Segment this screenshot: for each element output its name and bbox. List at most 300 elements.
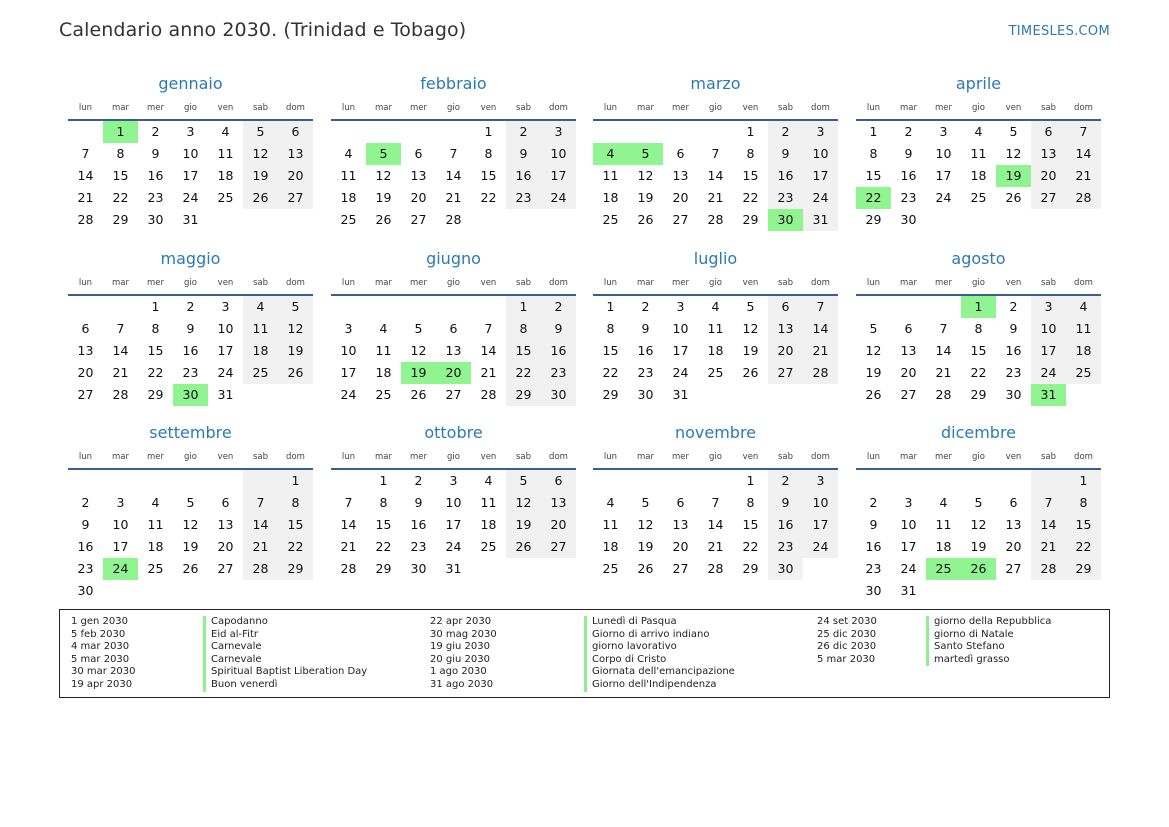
day-cell[interactable]: 3 [116, 495, 125, 510]
day-cell[interactable]: 5 [869, 321, 878, 336]
day-cell[interactable]: 24 [803, 536, 838, 558]
day-cell[interactable]: 20 [768, 340, 803, 362]
day-cell[interactable]: 26 [278, 362, 313, 384]
day-cell[interactable]: 1 [746, 473, 755, 488]
day-cell[interactable]: 26 [410, 387, 427, 402]
day-cell[interactable]: 4 [379, 321, 388, 336]
day-cell[interactable]: 4 [221, 124, 230, 139]
day-cell[interactable]: 28 [1031, 558, 1066, 580]
day-cell[interactable]: 30 [865, 583, 882, 598]
site-logo[interactable]: TIMESLES.COM [1008, 24, 1110, 39]
day-cell[interactable]: 21 [1066, 165, 1101, 187]
day-cell[interactable]: 16 [77, 539, 94, 554]
day-cell[interactable]: 20 [672, 539, 689, 554]
day-cell[interactable]: 19 [865, 365, 882, 380]
day-cell[interactable]: 27 [672, 561, 689, 576]
day-cell[interactable]: 23 [637, 365, 654, 380]
day-cell[interactable]: 7 [1066, 121, 1101, 143]
day-cell[interactable]: 6 [1009, 495, 1018, 510]
day-cell[interactable]: 3 [541, 121, 576, 143]
day-cell[interactable]: 7 [484, 321, 493, 336]
day-cell[interactable]: 13 [1031, 143, 1066, 165]
day-cell[interactable]: 4 [593, 143, 628, 165]
day-cell[interactable]: 27 [410, 212, 427, 227]
day-cell[interactable]: 18 [340, 190, 357, 205]
day-cell[interactable]: 17 [803, 165, 838, 187]
day-cell[interactable]: 31 [182, 212, 199, 227]
day-cell[interactable]: 2 [768, 121, 803, 143]
day-cell[interactable]: 15 [602, 343, 619, 358]
day-cell[interactable]: 4 [711, 299, 720, 314]
day-cell[interactable]: 11 [480, 495, 497, 510]
day-cell[interactable]: 6 [221, 495, 230, 510]
day-cell[interactable]: 25 [243, 362, 278, 384]
day-cell[interactable]: 21 [243, 536, 278, 558]
day-cell[interactable]: 18 [707, 343, 724, 358]
day-cell[interactable]: 26 [961, 558, 996, 580]
day-cell[interactable]: 10 [803, 143, 838, 165]
day-cell[interactable]: 29 [602, 387, 619, 402]
day-cell[interactable]: 16 [768, 514, 803, 536]
day-cell[interactable]: 8 [974, 321, 983, 336]
day-cell[interactable]: 23 [900, 190, 917, 205]
day-cell[interactable]: 10 [935, 146, 952, 161]
day-cell[interactable]: 14 [707, 517, 724, 532]
day-cell[interactable]: 16 [768, 165, 803, 187]
day-cell[interactable]: 18 [1066, 340, 1101, 362]
day-cell[interactable]: 9 [151, 146, 160, 161]
day-cell[interactable]: 21 [803, 340, 838, 362]
day-cell[interactable]: 8 [379, 495, 388, 510]
day-cell[interactable]: 14 [445, 168, 462, 183]
day-cell[interactable]: 4 [606, 495, 615, 510]
day-cell[interactable]: 18 [970, 168, 987, 183]
day-cell[interactable]: 22 [278, 536, 313, 558]
day-cell[interactable]: 23 [1005, 365, 1022, 380]
day-cell[interactable]: 27 [768, 362, 803, 384]
day-cell[interactable]: 13 [445, 343, 462, 358]
day-cell[interactable]: 3 [904, 495, 913, 510]
day-cell[interactable]: 18 [243, 340, 278, 362]
day-cell[interactable]: 16 [865, 539, 882, 554]
day-cell[interactable]: 25 [147, 561, 164, 576]
day-cell[interactable]: 18 [935, 539, 952, 554]
day-cell[interactable]: 15 [1066, 514, 1101, 536]
day-cell[interactable]: 2 [186, 299, 195, 314]
day-cell[interactable]: 24 [672, 365, 689, 380]
day-cell[interactable]: 10 [445, 495, 462, 510]
day-cell[interactable]: 29 [742, 212, 759, 227]
day-cell[interactable]: 28 [112, 387, 129, 402]
day-cell[interactable]: 29 [742, 561, 759, 576]
day-cell[interactable]: 19 [970, 539, 987, 554]
day-cell[interactable]: 22 [602, 365, 619, 380]
day-cell[interactable]: 8 [484, 146, 493, 161]
day-cell[interactable]: 26 [865, 387, 882, 402]
day-cell[interactable]: 29 [970, 387, 987, 402]
day-cell[interactable]: 4 [1066, 296, 1101, 318]
day-cell[interactable]: 10 [217, 321, 234, 336]
day-cell[interactable]: 16 [637, 343, 654, 358]
day-cell[interactable]: 12 [637, 517, 654, 532]
day-cell[interactable]: 5 [278, 296, 313, 318]
day-cell[interactable]: 18 [480, 517, 497, 532]
day-cell[interactable]: 13 [1005, 517, 1022, 532]
day-cell[interactable]: 27 [445, 387, 462, 402]
day-cell[interactable]: 24 [182, 190, 199, 205]
day-cell[interactable]: 9 [414, 495, 423, 510]
day-cell[interactable]: 5 [1009, 124, 1018, 139]
day-cell[interactable]: 1 [606, 299, 615, 314]
day-cell[interactable]: 19 [637, 539, 654, 554]
day-cell[interactable]: 14 [480, 343, 497, 358]
day-cell[interactable]: 22 [112, 190, 129, 205]
day-cell[interactable]: 28 [480, 387, 497, 402]
day-cell[interactable]: 9 [904, 146, 913, 161]
day-cell[interactable]: 14 [243, 514, 278, 536]
day-cell[interactable]: 29 [112, 212, 129, 227]
day-cell[interactable]: 12 [243, 143, 278, 165]
day-cell[interactable]: 4 [939, 495, 948, 510]
day-cell[interactable]: 17 [445, 517, 462, 532]
day-cell[interactable]: 17 [672, 343, 689, 358]
day-cell[interactable]: 22 [480, 190, 497, 205]
day-cell[interactable]: 3 [803, 121, 838, 143]
day-cell[interactable]: 29 [147, 387, 164, 402]
day-cell[interactable]: 7 [243, 492, 278, 514]
day-cell[interactable]: 16 [506, 165, 541, 187]
day-cell[interactable]: 11 [147, 517, 164, 532]
day-cell[interactable]: 20 [77, 365, 94, 380]
day-cell[interactable]: 1 [961, 296, 996, 318]
day-cell[interactable]: 31 [803, 209, 838, 231]
day-cell[interactable]: 9 [641, 321, 650, 336]
day-cell[interactable]: 24 [900, 561, 917, 576]
day-cell[interactable]: 13 [672, 168, 689, 183]
day-cell[interactable]: 24 [935, 190, 952, 205]
day-cell[interactable]: 14 [1031, 514, 1066, 536]
day-cell[interactable]: 6 [541, 470, 576, 492]
day-cell[interactable]: 12 [182, 517, 199, 532]
day-cell[interactable]: 27 [1031, 187, 1066, 209]
day-cell[interactable]: 28 [1066, 187, 1101, 209]
day-cell[interactable]: 23 [768, 187, 803, 209]
day-cell[interactable]: 3 [221, 299, 230, 314]
day-cell[interactable]: 2 [506, 121, 541, 143]
day-cell[interactable]: 13 [410, 168, 427, 183]
day-cell[interactable]: 29 [865, 212, 882, 227]
day-cell[interactable]: 27 [672, 212, 689, 227]
day-cell[interactable]: 12 [637, 168, 654, 183]
day-cell[interactable]: 5 [641, 495, 650, 510]
day-cell[interactable]: 21 [1031, 536, 1066, 558]
day-cell[interactable]: 20 [900, 365, 917, 380]
day-cell[interactable]: 27 [217, 561, 234, 576]
day-cell[interactable]: 6 [676, 146, 685, 161]
day-cell[interactable]: 28 [803, 362, 838, 384]
day-cell[interactable]: 8 [278, 492, 313, 514]
day-cell[interactable]: 7 [939, 321, 948, 336]
day-cell[interactable]: 20 [672, 190, 689, 205]
day-cell[interactable]: 29 [506, 384, 541, 406]
day-cell[interactable]: 24 [217, 365, 234, 380]
day-cell[interactable]: 18 [217, 168, 234, 183]
day-cell[interactable]: 23 [77, 561, 94, 576]
day-cell[interactable]: 4 [243, 296, 278, 318]
day-cell[interactable]: 12 [278, 318, 313, 340]
day-cell[interactable]: 20 [1005, 539, 1022, 554]
day-cell[interactable]: 5 [243, 121, 278, 143]
day-cell[interactable]: 14 [707, 168, 724, 183]
day-cell[interactable]: 8 [746, 146, 755, 161]
day-cell[interactable]: 17 [1031, 340, 1066, 362]
day-cell[interactable]: 30 [410, 561, 427, 576]
day-cell[interactable]: 5 [974, 495, 983, 510]
day-cell[interactable]: 23 [768, 536, 803, 558]
day-cell[interactable]: 6 [904, 321, 913, 336]
day-cell[interactable]: 20 [410, 190, 427, 205]
day-cell[interactable]: 6 [1031, 121, 1066, 143]
day-cell[interactable]: 1 [151, 299, 160, 314]
day-cell[interactable]: 1 [484, 124, 493, 139]
day-cell[interactable]: 17 [900, 539, 917, 554]
day-cell[interactable]: 16 [182, 343, 199, 358]
day-cell[interactable]: 9 [768, 492, 803, 514]
day-cell[interactable]: 10 [1031, 318, 1066, 340]
day-cell[interactable]: 15 [970, 343, 987, 358]
day-cell[interactable]: 22 [147, 365, 164, 380]
day-cell[interactable]: 1 [1066, 470, 1101, 492]
day-cell[interactable]: 2 [904, 124, 913, 139]
day-cell[interactable]: 21 [707, 539, 724, 554]
day-cell[interactable]: 6 [768, 296, 803, 318]
day-cell[interactable]: 30 [77, 583, 94, 598]
day-cell[interactable]: 12 [506, 492, 541, 514]
day-cell[interactable]: 5 [414, 321, 423, 336]
day-cell[interactable]: 10 [112, 517, 129, 532]
day-cell[interactable]: 12 [742, 321, 759, 336]
day-cell[interactable]: 19 [401, 362, 436, 384]
day-cell[interactable]: 26 [375, 212, 392, 227]
day-cell[interactable]: 6 [81, 321, 90, 336]
day-cell[interactable]: 31 [672, 387, 689, 402]
day-cell[interactable]: 7 [81, 146, 90, 161]
day-cell[interactable]: 25 [970, 190, 987, 205]
day-cell[interactable]: 23 [182, 365, 199, 380]
day-cell[interactable]: 19 [243, 165, 278, 187]
day-cell[interactable]: 13 [77, 343, 94, 358]
day-cell[interactable]: 23 [541, 362, 576, 384]
day-cell[interactable]: 19 [742, 343, 759, 358]
day-cell[interactable]: 31 [1031, 384, 1066, 406]
day-cell[interactable]: 7 [116, 321, 125, 336]
day-cell[interactable]: 31 [217, 387, 234, 402]
day-cell[interactable]: 23 [865, 561, 882, 576]
day-cell[interactable]: 14 [803, 318, 838, 340]
day-cell[interactable]: 16 [1005, 343, 1022, 358]
day-cell[interactable]: 23 [410, 539, 427, 554]
day-cell[interactable]: 15 [480, 168, 497, 183]
day-cell[interactable]: 30 [541, 384, 576, 406]
day-cell[interactable]: 27 [1005, 561, 1022, 576]
day-cell[interactable]: 11 [602, 168, 619, 183]
day-cell[interactable]: 22 [506, 362, 541, 384]
day-cell[interactable]: 29 [375, 561, 392, 576]
day-cell[interactable]: 15 [112, 168, 129, 183]
day-cell[interactable]: 28 [445, 212, 462, 227]
day-cell[interactable]: 7 [344, 495, 353, 510]
day-cell[interactable]: 20 [217, 539, 234, 554]
day-cell[interactable]: 21 [445, 190, 462, 205]
day-cell[interactable]: 19 [278, 340, 313, 362]
day-cell[interactable]: 3 [186, 124, 195, 139]
day-cell[interactable]: 4 [484, 473, 493, 488]
day-cell[interactable]: 26 [742, 365, 759, 380]
day-cell[interactable]: 10 [803, 492, 838, 514]
day-cell[interactable]: 15 [278, 514, 313, 536]
day-cell[interactable]: 26 [182, 561, 199, 576]
day-cell[interactable]: 24 [445, 539, 462, 554]
day-cell[interactable]: 21 [112, 365, 129, 380]
day-cell[interactable]: 25 [480, 539, 497, 554]
day-cell[interactable]: 11 [243, 318, 278, 340]
day-cell[interactable]: 16 [147, 168, 164, 183]
day-cell[interactable]: 8 [506, 318, 541, 340]
day-cell[interactable]: 16 [900, 168, 917, 183]
day-cell[interactable]: 30 [637, 387, 654, 402]
day-cell[interactable]: 1 [278, 470, 313, 492]
day-cell[interactable]: 28 [243, 558, 278, 580]
day-cell[interactable]: 24 [1031, 362, 1066, 384]
day-cell[interactable]: 5 [366, 143, 401, 165]
day-cell[interactable]: 1 [379, 473, 388, 488]
day-cell[interactable]: 15 [742, 517, 759, 532]
day-cell[interactable]: 29 [278, 558, 313, 580]
day-cell[interactable]: 7 [803, 296, 838, 318]
day-cell[interactable]: 3 [803, 470, 838, 492]
day-cell[interactable]: 4 [344, 146, 353, 161]
day-cell[interactable]: 1 [506, 296, 541, 318]
day-cell[interactable]: 12 [865, 343, 882, 358]
day-cell[interactable]: 27 [77, 387, 94, 402]
day-cell[interactable]: 16 [410, 517, 427, 532]
day-cell[interactable]: 13 [217, 517, 234, 532]
day-cell[interactable]: 20 [278, 165, 313, 187]
day-cell[interactable]: 23 [147, 190, 164, 205]
day-cell[interactable]: 6 [449, 321, 458, 336]
day-cell[interactable]: 30 [768, 558, 803, 580]
day-cell[interactable]: 5 [628, 143, 663, 165]
day-cell[interactable]: 10 [541, 143, 576, 165]
day-cell[interactable]: 15 [506, 340, 541, 362]
day-cell[interactable]: 10 [672, 321, 689, 336]
day-cell[interactable]: 28 [77, 212, 94, 227]
day-cell[interactable]: 19 [506, 514, 541, 536]
day-cell[interactable]: 15 [375, 517, 392, 532]
day-cell[interactable]: 19 [375, 190, 392, 205]
day-cell[interactable]: 17 [935, 168, 952, 183]
day-cell[interactable]: 24 [340, 387, 357, 402]
day-cell[interactable]: 17 [340, 365, 357, 380]
day-cell[interactable]: 3 [1031, 296, 1066, 318]
day-cell[interactable]: 8 [1066, 492, 1101, 514]
day-cell[interactable]: 26 [506, 536, 541, 558]
day-cell[interactable]: 22 [375, 539, 392, 554]
day-cell[interactable]: 8 [151, 321, 160, 336]
day-cell[interactable]: 11 [375, 343, 392, 358]
day-cell[interactable]: 25 [926, 558, 961, 580]
day-cell[interactable]: 30 [768, 209, 803, 231]
day-cell[interactable]: 2 [1009, 299, 1018, 314]
day-cell[interactable]: 6 [414, 146, 423, 161]
day-cell[interactable]: 1 [103, 121, 138, 143]
day-cell[interactable]: 9 [506, 143, 541, 165]
day-cell[interactable]: 1 [869, 124, 878, 139]
day-cell[interactable]: 13 [900, 343, 917, 358]
day-cell[interactable]: 9 [1009, 321, 1018, 336]
day-cell[interactable]: 7 [711, 495, 720, 510]
day-cell[interactable]: 26 [637, 212, 654, 227]
day-cell[interactable]: 24 [103, 558, 138, 580]
day-cell[interactable]: 20 [541, 514, 576, 536]
day-cell[interactable]: 4 [974, 124, 983, 139]
day-cell[interactable]: 4 [151, 495, 160, 510]
day-cell[interactable]: 15 [147, 343, 164, 358]
day-cell[interactable]: 22 [742, 539, 759, 554]
day-cell[interactable]: 2 [641, 299, 650, 314]
day-cell[interactable]: 22 [970, 365, 987, 380]
day-cell[interactable]: 5 [746, 299, 755, 314]
day-cell[interactable]: 20 [1031, 165, 1066, 187]
day-cell[interactable]: 14 [112, 343, 129, 358]
day-cell[interactable]: 2 [541, 296, 576, 318]
day-cell[interactable]: 17 [112, 539, 129, 554]
day-cell[interactable]: 30 [147, 212, 164, 227]
day-cell[interactable]: 31 [445, 561, 462, 576]
day-cell[interactable]: 30 [900, 212, 917, 227]
day-cell[interactable]: 17 [182, 168, 199, 183]
day-cell[interactable]: 25 [340, 212, 357, 227]
day-cell[interactable]: 5 [506, 470, 541, 492]
day-cell[interactable]: 8 [116, 146, 125, 161]
day-cell[interactable]: 19 [182, 539, 199, 554]
day-cell[interactable]: 21 [480, 365, 497, 380]
day-cell[interactable]: 9 [186, 321, 195, 336]
day-cell[interactable]: 14 [77, 168, 94, 183]
day-cell[interactable]: 3 [449, 473, 458, 488]
day-cell[interactable]: 11 [707, 321, 724, 336]
day-cell[interactable]: 11 [340, 168, 357, 183]
day-cell[interactable]: 28 [707, 561, 724, 576]
day-cell[interactable]: 21 [707, 190, 724, 205]
day-cell[interactable]: 2 [414, 473, 423, 488]
day-cell[interactable]: 27 [900, 387, 917, 402]
day-cell[interactable]: 26 [1005, 190, 1022, 205]
day-cell[interactable]: 10 [340, 343, 357, 358]
day-cell[interactable]: 14 [935, 343, 952, 358]
day-cell[interactable]: 17 [541, 165, 576, 187]
day-cell[interactable]: 9 [869, 517, 878, 532]
day-cell[interactable]: 21 [340, 539, 357, 554]
day-cell[interactable]: 11 [602, 517, 619, 532]
day-cell[interactable]: 11 [935, 517, 952, 532]
day-cell[interactable]: 10 [182, 146, 199, 161]
day-cell[interactable]: 11 [970, 146, 987, 161]
day-cell[interactable]: 21 [935, 365, 952, 380]
day-cell[interactable]: 2 [768, 470, 803, 492]
day-cell[interactable]: 31 [900, 583, 917, 598]
day-cell[interactable]: 23 [506, 187, 541, 209]
